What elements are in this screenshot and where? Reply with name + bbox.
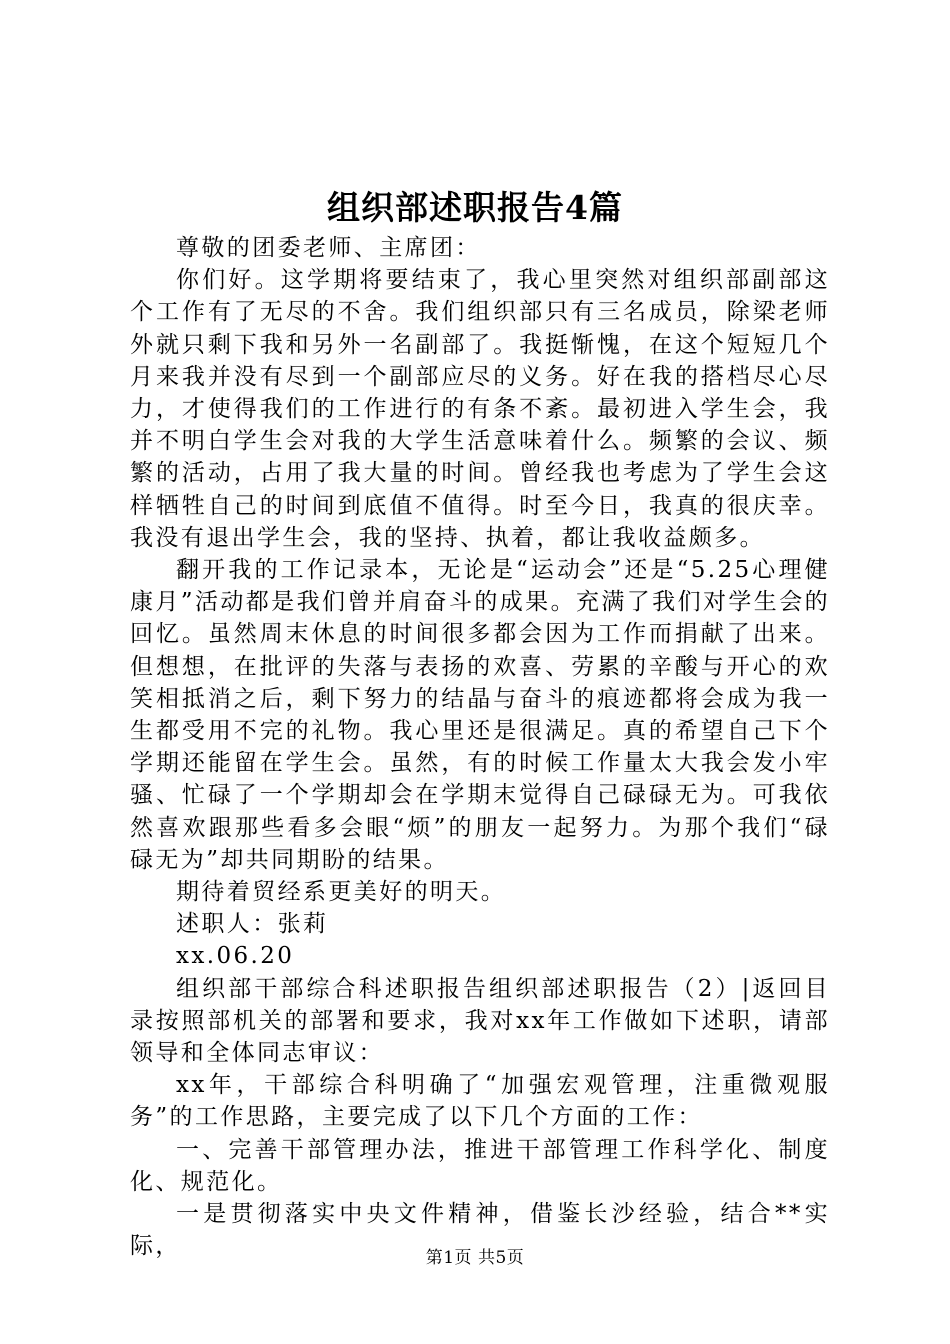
paragraph: 组织部干部综合科述职报告组织部述职报告（2）|返回目录按照部机关的部署和要求，我对xx年工作做如下述职，请部领导和全体同志审议： (130, 975, 830, 1067)
document-title: 组织部述职报告4篇 (327, 188, 623, 227)
signature-line: 述职人：张莉 (176, 911, 329, 938)
paragraph: 你们好。这学期将要结束了，我心里突然对组织部副部这个工作有了无尽的不舍。我们组织部只有三名成员，除梁老师外就只剩下我和另外一名副部了。我挺惭愧，在这个短短几个月来我并没有尽到一个副部应尽的义务。好在我的搭档尽心尽力，才使得我们的工作进行的有条不紊。最初进入学生会，我并不明白学生会对我的大学生活意味着什么。频繁的会议、频繁的活动，占用了我大量的时间。曾经我也考虑为了学生会这样牺牲自己的时间到底值不值得。时至今日，我真的很庆幸。我没有退出学生会，我的坚持、执着，都让我收益颇多。 (130, 267, 830, 551)
paragraph: xx年，干部综合科明确了“加强宏观管理，注重微观服务”的工作思路，主要完成了以下几个方面的工作： (130, 1072, 830, 1131)
page-footer: 第1页 共5页 (425, 1248, 525, 1268)
salutation: 尊敬的团委老师、主席团： (176, 235, 481, 261)
document-body (130, 232, 830, 1263)
paragraph: 一、完善干部管理办法，推进干部管理工作科学化、制度化、规范化。 (130, 1136, 830, 1195)
paragraph: 期待着贸经系更美好的明天。 (176, 879, 507, 906)
date-line: xx.06.20 (176, 943, 295, 970)
paragraph: 翻开我的工作记录本，无论是“运动会”还是“5.25心理健康月”活动都是我们曾并肩奋斗的成果。充满了我们对学生会的回忆。虽然周末休息的时间很多都会因为工作而捐献了出来。但想想，在批评的失落与表扬的欢喜、劳累的辛酸与开心的欢笑相抵消之后，剩下努力的结晶与奋斗的痕迹都将会成为我一生都受用不完的礼物。我心里还是很满足。真的希望自己下个学期还能留在学生会。虽然，有的时候工作量太大我会发小牢骚、忙碌了一个学期却会在学期末觉得自己碌碌无为。可我依然喜欢跟那些看多会眼“烦”的朋友一起努力。为那个我们“碌碌无为”却共同期盼的结果。 (130, 557, 830, 873)
paragraph: 一是贯彻落实中央文件精神，借鉴长沙经验，结合**实际， (130, 1201, 830, 1260)
